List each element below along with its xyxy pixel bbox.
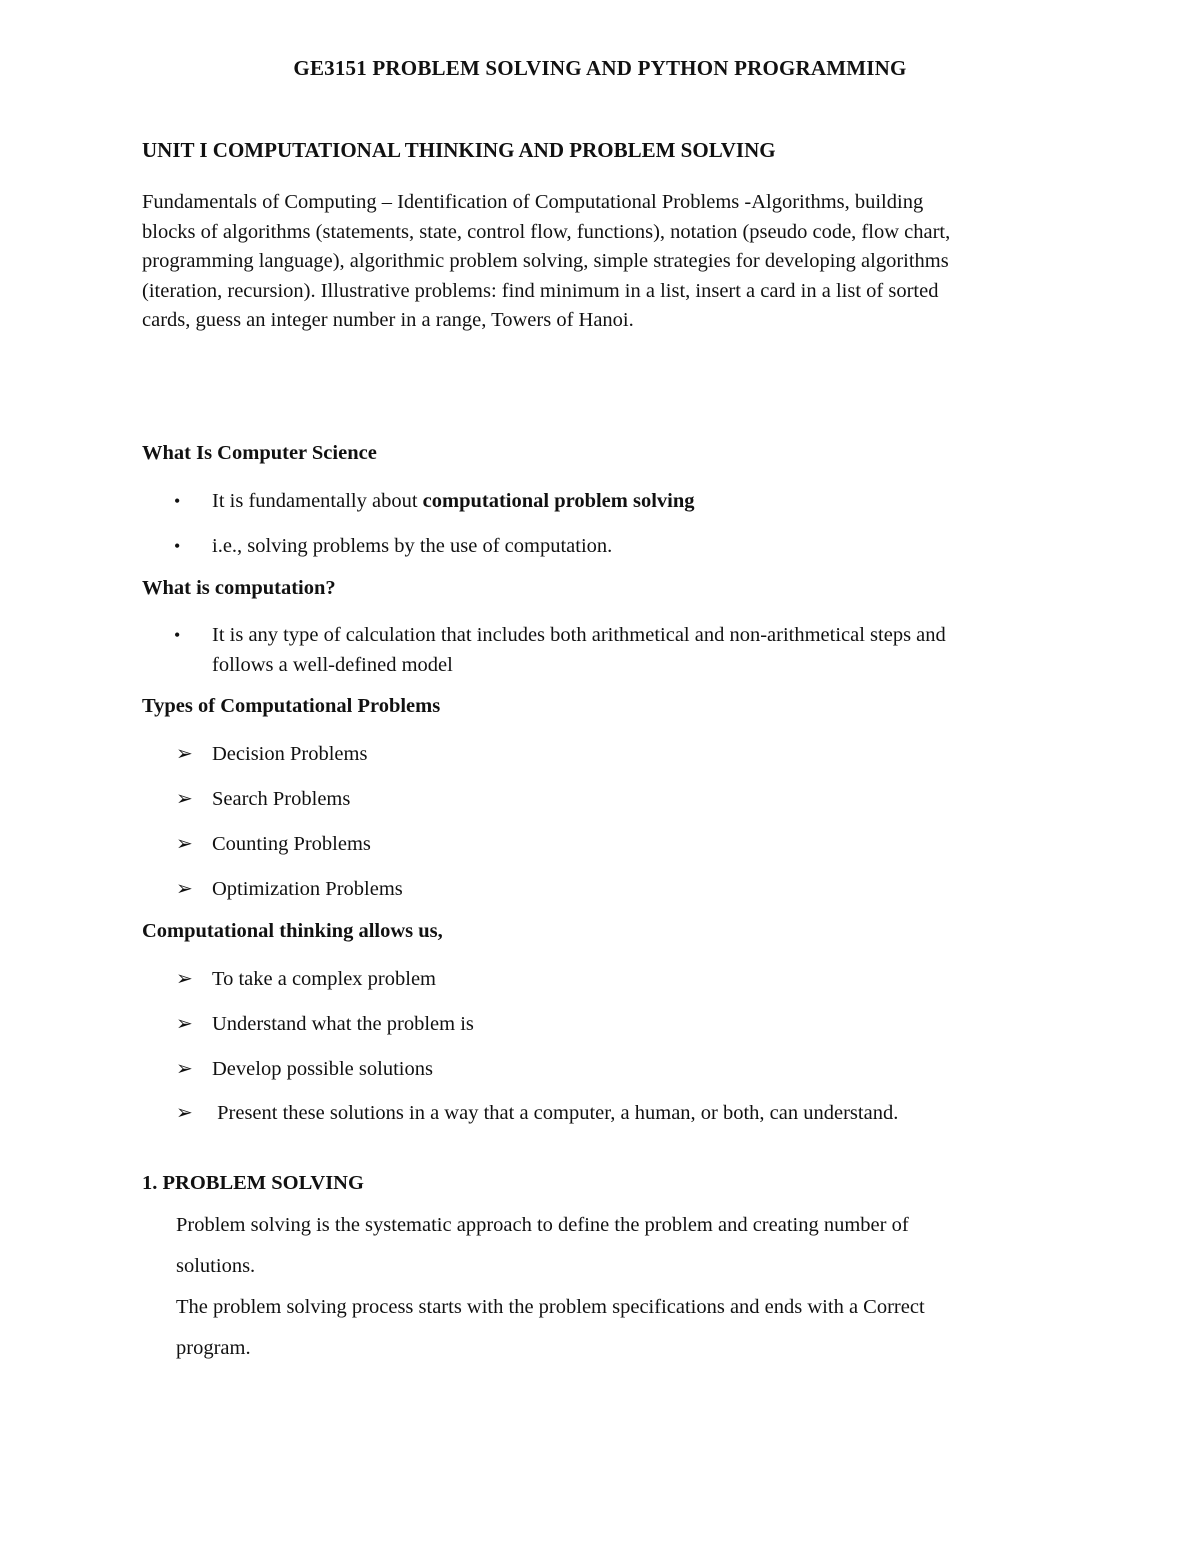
list-item: [0, 1098, 1112, 1128]
list-item-text: Present these solutions in a way that a computer, a human, or both, can understand.: [212, 1102, 899, 1124]
bullet-dot-icon: •: [174, 491, 181, 511]
list-item: [0, 964, 1112, 994]
list-item: [0, 829, 1112, 859]
list-item-text: To take a complex problem: [212, 968, 436, 990]
syllabus-line: (iteration, recursion). Illustrative problems: find minimum in a list, insert a card in a list of sorted: [142, 279, 939, 302]
list-item: [0, 1009, 1112, 1039]
list-item: [0, 486, 1112, 516]
unit-heading: UNIT I COMPUTATIONAL THINKING AND PROBLEM SOLVING: [142, 138, 776, 162]
list-item-text: follows a well-defined model: [212, 654, 453, 676]
list-item-bold-text: computational problem solving: [422, 490, 695, 512]
syllabus-paragraph: [142, 188, 1062, 336]
paragraph-line: Problem solving is the systematic approach to define the problem and creating number of: [176, 1214, 909, 1236]
arrow-bullet-icon: ➢: [176, 743, 193, 765]
list-item-text: It is any type of calculation that includes both arithmetical and non-arithmetical steps and: [212, 624, 946, 646]
arrow-bullet-icon: ➢: [176, 968, 193, 990]
paragraph-line: solutions.: [176, 1255, 256, 1277]
list-item-text: Counting Problems: [212, 833, 371, 855]
section-heading-computational-thinking: Computational thinking allows us,: [142, 920, 443, 942]
list-item: [0, 874, 1112, 904]
list-item: [0, 784, 1112, 814]
paragraph-line: The problem solving process starts with the problem specifications and ends with a Correct: [176, 1296, 925, 1318]
bullet-dot-icon: •: [174, 625, 181, 645]
arrow-bullet-icon: ➢: [176, 878, 193, 900]
list-item-text: Understand what the problem is: [212, 1013, 474, 1035]
syllabus-line: blocks of algorithms (statements, state, control flow, functions), notation (pseudo code, flow chart,: [142, 220, 951, 243]
arrow-bullet-icon: ➢: [176, 1058, 193, 1080]
section-heading-what-is-cs: What Is Computer Science: [142, 442, 377, 464]
list-item-text: It is fundamentally about: [212, 490, 423, 512]
syllabus-line: cards, guess an integer number in a range, Towers of Hanoi.: [142, 309, 634, 331]
list-item-text: Develop possible solutions: [212, 1058, 433, 1080]
arrow-bullet-icon: ➢: [176, 1013, 193, 1035]
section-heading-what-is-computation: What is computation?: [142, 577, 336, 599]
list-item: [0, 531, 1112, 561]
arrow-bullet-icon: ➢: [176, 788, 193, 810]
arrow-bullet-icon: ➢: [176, 833, 193, 855]
list-item: [0, 1054, 1112, 1084]
paragraph-line: program.: [176, 1337, 251, 1359]
section-heading-problem-solving: 1. PROBLEM SOLVING: [142, 1172, 364, 1194]
document-title: GE3151 PROBLEM SOLVING AND PYTHON PROGRAMMING: [293, 56, 907, 80]
syllabus-line: programming language), algorithmic problem solving, simple strategies for developing algorithms: [142, 250, 949, 272]
list-item-text: Search Problems: [212, 788, 351, 810]
list-item-text: Decision Problems: [212, 743, 368, 765]
list-item-text: Optimization Problems: [212, 878, 403, 900]
list-item: [0, 620, 1112, 680]
bullet-dot-icon: •: [174, 536, 181, 556]
section-heading-types: Types of Computational Problems: [142, 695, 441, 717]
list-item: [0, 739, 1112, 769]
list-item-text: i.e., solving problems by the use of computation.: [212, 535, 613, 557]
arrow-bullet-icon: ➢: [176, 1102, 193, 1124]
problem-solving-paragraph: [176, 1205, 1056, 1369]
syllabus-line: Fundamentals of Computing – Identification of Computational Problems -Algorithms, building: [142, 191, 924, 213]
